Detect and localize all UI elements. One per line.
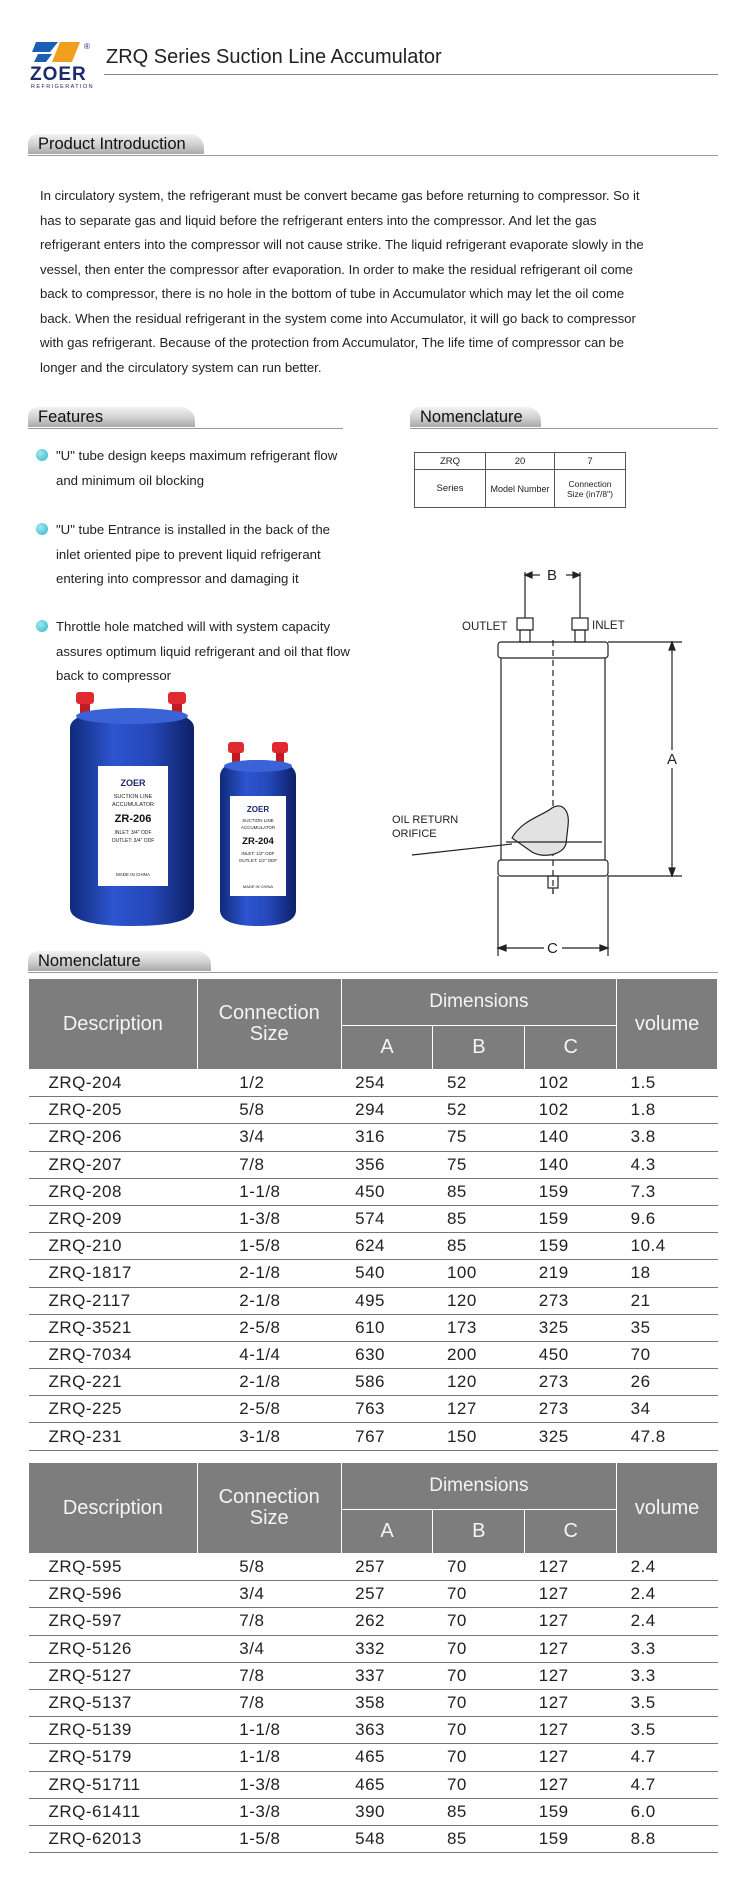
section-title: Product Introduction: [28, 134, 204, 154]
feature-line: "U" tube design keeps maximum refrigerant flow: [56, 448, 338, 463]
cell-dim-b: 150: [433, 1423, 525, 1450]
section-title: Nomenclature: [410, 407, 541, 427]
cell-volume: 4.7: [617, 1771, 718, 1798]
intro-paragraph: [40, 184, 720, 380]
feature-item: [36, 518, 406, 594]
spec-table-1: [28, 978, 718, 1451]
cell-dim-b: 70: [433, 1554, 525, 1581]
cell-dim-a: 390: [341, 1798, 433, 1825]
cell-description: ZRQ-207: [29, 1151, 198, 1178]
cell-volume: 2.4: [617, 1581, 718, 1608]
header-connection-line: Connection: [218, 1486, 320, 1508]
feature-line: entering into compressor and damaging it: [56, 571, 299, 586]
cell-volume: 35: [617, 1314, 718, 1341]
cell-dim-a: 337: [341, 1662, 433, 1689]
cell-description: ZRQ-206: [29, 1124, 198, 1151]
photo-small-made: MADE IN CHINA: [242, 884, 274, 889]
cell-dim-b: 173: [433, 1314, 525, 1341]
section-divider: [28, 972, 718, 973]
cell-dim-a: 332: [341, 1635, 433, 1662]
photo-small-line2: ACCUMULATOR: [240, 825, 276, 830]
code-size-label-line: Connection: [568, 478, 612, 489]
cell-dim-c: 127: [525, 1662, 617, 1689]
table-row: [29, 1798, 718, 1825]
accumulator-diagram: [392, 558, 722, 958]
feature-line: back to compressor: [56, 668, 172, 683]
cell-dim-b: 85: [433, 1178, 525, 1205]
cell-description: ZRQ-204: [29, 1070, 198, 1097]
logo-tagline: REFRIGERATION: [31, 84, 95, 90]
cell-dim-c: 273: [525, 1287, 617, 1314]
table-row: [29, 1124, 718, 1151]
cell-connection-size: 2-1/8: [197, 1287, 341, 1314]
photo-small-model: ZR-204: [242, 836, 274, 847]
cell-dim-c: 127: [525, 1581, 617, 1608]
code-series: ZRQ: [415, 453, 486, 470]
cell-connection-size: 1/2: [197, 1070, 341, 1097]
code-series-label: Series: [415, 470, 486, 508]
oil-return-label: OIL RETURN: [392, 814, 459, 826]
cell-description: ZRQ-62013: [29, 1825, 198, 1852]
cell-connection-size: 1-1/8: [197, 1178, 341, 1205]
header-divider: [104, 74, 718, 75]
code-size: 7: [555, 453, 626, 470]
cell-dim-a: 574: [341, 1205, 433, 1232]
section-title: Nomenclature: [28, 951, 211, 971]
intro-line: vessel, then enter the compressor after evaporation. In order to make the residual refrigerant oil come: [40, 261, 634, 277]
table-row: [29, 1341, 718, 1368]
cell-volume: 3.3: [617, 1662, 718, 1689]
cell-volume: 3.3: [617, 1635, 718, 1662]
logo-mark-icon: [32, 40, 82, 66]
cell-dim-a: 316: [341, 1124, 433, 1151]
cell-dim-c: 140: [525, 1151, 617, 1178]
cell-description: ZRQ-210: [29, 1233, 198, 1260]
cell-connection-size: 3-1/8: [197, 1423, 341, 1450]
photo-big-inlet: INLET: 3/4" ODF: [114, 830, 152, 836]
table-row: [29, 1423, 718, 1450]
section-divider: [28, 155, 718, 156]
cell-dim-a: 257: [341, 1554, 433, 1581]
table-row: [29, 1608, 718, 1635]
cell-connection-size: 2-1/8: [197, 1260, 341, 1287]
cell-volume: 10.4: [617, 1233, 718, 1260]
feature-line: Throttle hole matched will with system capacity: [56, 619, 331, 634]
cell-dim-c: 159: [525, 1825, 617, 1852]
cell-description: ZRQ-209: [29, 1205, 198, 1232]
dim-b-label: B: [547, 567, 558, 584]
cell-dim-a: 262: [341, 1608, 433, 1635]
header-connection-size: [197, 979, 341, 1070]
cell-dim-a: 767: [341, 1423, 433, 1450]
table-row: [29, 1825, 718, 1852]
cell-dim-a: 610: [341, 1314, 433, 1341]
cell-dim-b: 52: [433, 1070, 525, 1097]
header-dimensions: Dimensions: [341, 979, 616, 1026]
cell-description: ZRQ-596: [29, 1581, 198, 1608]
cell-volume: 47.8: [617, 1423, 718, 1450]
cell-connection-size: 2-5/8: [197, 1314, 341, 1341]
cell-dim-a: 763: [341, 1396, 433, 1423]
feature-text: [56, 518, 406, 592]
cell-connection-size: 1-3/8: [197, 1798, 341, 1825]
header-connection-line: Connection: [218, 1002, 320, 1024]
bullet-icon: [36, 523, 48, 535]
cell-description: ZRQ-3521: [29, 1314, 198, 1341]
photo-small-line1: SUCTION LINE: [242, 818, 274, 823]
code-model: 20: [486, 453, 555, 470]
cell-volume: 3.5: [617, 1689, 718, 1716]
cell-dim-c: 159: [525, 1205, 617, 1232]
cell-connection-size: 7/8: [197, 1662, 341, 1689]
cell-dim-a: 495: [341, 1287, 433, 1314]
cell-connection-size: 4-1/4: [197, 1341, 341, 1368]
outlet-label: OUTLET: [462, 621, 508, 633]
feature-text: [56, 615, 406, 689]
cell-connection-size: 3/4: [197, 1124, 341, 1151]
cell-dim-c: 127: [525, 1635, 617, 1662]
cell-dim-c: 102: [525, 1097, 617, 1124]
section-divider: [410, 428, 718, 429]
intro-line: back. When the residual refrigerant in the system come into Accumulator, it will go back to compressor: [40, 310, 636, 326]
cell-volume: 70: [617, 1341, 718, 1368]
table-row: [29, 1581, 718, 1608]
registered-mark: ®: [84, 42, 90, 51]
cell-dim-c: 325: [525, 1314, 617, 1341]
cell-dim-a: 465: [341, 1744, 433, 1771]
spec-table-1-body: [29, 1070, 718, 1451]
cell-connection-size: 1-3/8: [197, 1771, 341, 1798]
bullet-icon: [36, 449, 48, 461]
cell-description: ZRQ-597: [29, 1608, 198, 1635]
cell-description: ZRQ-7034: [29, 1341, 198, 1368]
header-volume: volume: [617, 1463, 718, 1554]
cell-connection-size: 1-1/8: [197, 1744, 341, 1771]
cell-dim-a: 358: [341, 1689, 433, 1716]
cell-dim-c: 450: [525, 1341, 617, 1368]
header-c: C: [525, 1510, 617, 1554]
cell-dim-b: 127: [433, 1396, 525, 1423]
table-row: [29, 1178, 718, 1205]
cell-dim-b: 70: [433, 1608, 525, 1635]
table-row: [29, 1771, 718, 1798]
cell-dim-b: 200: [433, 1341, 525, 1368]
dim-c-label: C: [547, 940, 558, 957]
table-row: [29, 1260, 718, 1287]
cell-volume: 8.8: [617, 1825, 718, 1852]
cell-volume: 3.8: [617, 1124, 718, 1151]
table-row: [29, 1287, 718, 1314]
cell-dim-b: 85: [433, 1825, 525, 1852]
bullet-icon: [36, 620, 48, 632]
cell-dim-a: 624: [341, 1233, 433, 1260]
cell-dim-b: 100: [433, 1260, 525, 1287]
cell-dim-a: 540: [341, 1260, 433, 1287]
cell-description: ZRQ-5137: [29, 1689, 198, 1716]
cell-connection-size: 2-5/8: [197, 1396, 341, 1423]
cell-connection-size: 7/8: [197, 1689, 341, 1716]
cell-description: ZRQ-595: [29, 1554, 198, 1581]
cell-volume: 1.8: [617, 1097, 718, 1124]
code-size-label: [555, 470, 626, 508]
table-row: [29, 1205, 718, 1232]
cell-dim-b: 70: [433, 1635, 525, 1662]
photo-small-inlet: INLET: 1/2" ODF: [241, 851, 275, 856]
product-photo: [62, 686, 332, 936]
cell-volume: 2.4: [617, 1554, 718, 1581]
header-a: A: [341, 1026, 433, 1070]
cell-dim-c: 127: [525, 1771, 617, 1798]
cell-dim-b: 70: [433, 1662, 525, 1689]
table-row: [29, 1369, 718, 1396]
table-row: [29, 1744, 718, 1771]
cell-connection-size: 7/8: [197, 1151, 341, 1178]
cell-dim-c: 273: [525, 1369, 617, 1396]
cell-volume: 6.0: [617, 1798, 718, 1825]
nomenclature-code-table: [414, 452, 626, 508]
cell-dim-a: 363: [341, 1717, 433, 1744]
cell-dim-c: 127: [525, 1689, 617, 1716]
cell-dim-a: 356: [341, 1151, 433, 1178]
header-b: B: [433, 1026, 525, 1070]
header-description: Description: [29, 979, 198, 1070]
cell-dim-c: 159: [525, 1178, 617, 1205]
cell-dim-c: 127: [525, 1608, 617, 1635]
feature-text: [56, 444, 406, 493]
cell-description: ZRQ-2117: [29, 1287, 198, 1314]
photo-big-brand: ZOER: [120, 778, 146, 788]
code-size-label-line: Size (in7/8"): [566, 488, 613, 499]
cell-description: ZRQ-205: [29, 1097, 198, 1124]
cell-connection-size: 7/8: [197, 1608, 341, 1635]
cell-dim-c: 127: [525, 1554, 617, 1581]
cell-dim-b: 70: [433, 1771, 525, 1798]
cell-dim-a: 294: [341, 1097, 433, 1124]
page-header: [28, 40, 718, 92]
table-row: [29, 1717, 718, 1744]
page-title: ZRQ Series Suction Line Accumulator: [106, 46, 442, 68]
photo-big-outlet: OUTLET: 3/4" ODF: [111, 838, 155, 844]
intro-line: In circulatory system, the refrigerant must be convert became gas before returning to compressor. So it: [40, 188, 640, 203]
cell-description: ZRQ-208: [29, 1178, 198, 1205]
cell-dim-c: 159: [525, 1798, 617, 1825]
cell-volume: 4.3: [617, 1151, 718, 1178]
cell-connection-size: 1-1/8: [197, 1717, 341, 1744]
spec-table-2-body: [29, 1554, 718, 1853]
cell-volume: 2.4: [617, 1608, 718, 1635]
cell-description: ZRQ-51711: [29, 1771, 198, 1798]
cell-dim-c: 159: [525, 1233, 617, 1260]
header-connection-size: [197, 1463, 341, 1554]
cell-description: ZRQ-5179: [29, 1744, 198, 1771]
cell-dim-c: 273: [525, 1396, 617, 1423]
table-row: [29, 1151, 718, 1178]
table-row: [29, 1070, 718, 1097]
spec-table-2: [28, 1462, 718, 1853]
table-row: [29, 1233, 718, 1260]
cell-connection-size: 3/4: [197, 1635, 341, 1662]
cell-description: ZRQ-231: [29, 1423, 198, 1450]
header-volume: volume: [617, 979, 718, 1070]
table-row: [29, 1396, 718, 1423]
cell-volume: 26: [617, 1369, 718, 1396]
cell-dim-b: 75: [433, 1151, 525, 1178]
cell-dim-c: 102: [525, 1070, 617, 1097]
section-divider: [28, 428, 343, 429]
table-row: [29, 1554, 718, 1581]
cell-description: ZRQ-225: [29, 1396, 198, 1423]
feature-line: "U" tube Entrance is installed in the back of the: [56, 522, 331, 537]
cell-dim-b: 120: [433, 1369, 525, 1396]
cell-volume: 7.3: [617, 1178, 718, 1205]
table-row: [29, 1662, 718, 1689]
photo-big-line2: ACCUMULATOR: [112, 802, 154, 808]
feature-line: and minimum oil blocking: [56, 472, 205, 488]
cell-dim-a: 586: [341, 1369, 433, 1396]
cell-description: ZRQ-61411: [29, 1798, 198, 1825]
cell-volume: 34: [617, 1396, 718, 1423]
intro-line: with gas refrigerant. Because of the protection from Accumulator, The life time of compressor can be: [40, 335, 624, 350]
header-size-line: Size: [249, 1507, 289, 1529]
intro-line: refrigerant enters into the compressor will not cause strike. The liquid refrigerant evaporate slowly in the: [40, 237, 644, 252]
cell-dim-b: 52: [433, 1097, 525, 1124]
cell-description: ZRQ-5139: [29, 1717, 198, 1744]
cell-connection-size: 5/8: [197, 1097, 341, 1124]
table-row: [29, 1314, 718, 1341]
cell-dim-b: 85: [433, 1205, 525, 1232]
cell-dim-a: 548: [341, 1825, 433, 1852]
cell-dim-c: 127: [525, 1717, 617, 1744]
table-row: [29, 1097, 718, 1124]
cell-dim-c: 219: [525, 1260, 617, 1287]
logo-text: ZOER: [30, 64, 87, 85]
cell-volume: 3.5: [617, 1717, 718, 1744]
header-b: B: [433, 1510, 525, 1554]
cell-dim-a: 450: [341, 1178, 433, 1205]
photo-big-line1: SUCTION LINE: [113, 794, 153, 800]
intro-line: longer and the circulatory system can run better.: [40, 359, 322, 375]
photo-big-made: MADE IN CHINA: [115, 872, 151, 877]
cell-dim-b: 85: [433, 1233, 525, 1260]
cell-dim-a: 254: [341, 1070, 433, 1097]
cell-description: ZRQ-1817: [29, 1260, 198, 1287]
cell-volume: 9.6: [617, 1205, 718, 1232]
feature-item: [36, 615, 406, 691]
cell-dim-b: 70: [433, 1717, 525, 1744]
header-size-line: Size: [249, 1023, 289, 1045]
code-model-label: Model Number: [486, 470, 555, 508]
cell-dim-b: 70: [433, 1744, 525, 1771]
cell-dim-c: 127: [525, 1744, 617, 1771]
zoer-logo: [28, 40, 95, 92]
cell-volume: 4.7: [617, 1744, 718, 1771]
cell-dim-b: 75: [433, 1124, 525, 1151]
cell-connection-size: 1-5/8: [197, 1233, 341, 1260]
cell-description: ZRQ-5127: [29, 1662, 198, 1689]
cell-connection-size: 1-3/8: [197, 1205, 341, 1232]
feature-item: [36, 444, 406, 496]
header-a: A: [341, 1510, 433, 1554]
orifice-label: ORIFICE: [392, 828, 437, 840]
photo-small-brand: ZOER: [246, 805, 270, 814]
feature-line: inlet oriented pipe to prevent liquid refrigerant: [56, 546, 321, 562]
feature-line: assures optimum liquid refrigerant and oil that flow: [56, 643, 350, 659]
header-c: C: [525, 1026, 617, 1070]
cell-dim-c: 325: [525, 1423, 617, 1450]
intro-line: back to compressor, there is no hole in the bottom of tube in Accumulator which may let the oil come: [40, 286, 625, 301]
cell-dim-c: 140: [525, 1124, 617, 1151]
cell-connection-size: 5/8: [197, 1554, 341, 1581]
cell-connection-size: 2-1/8: [197, 1369, 341, 1396]
photo-big-model: ZR-206: [114, 813, 152, 825]
cell-dim-b: 70: [433, 1581, 525, 1608]
cell-volume: 18: [617, 1260, 718, 1287]
cell-connection-size: 1-5/8: [197, 1825, 341, 1852]
cell-description: ZRQ-221: [29, 1369, 198, 1396]
intro-line: has to separate gas and liquid before the refrigerant enters into the compressor. And let the gas: [40, 212, 597, 228]
cell-connection-size: 3/4: [197, 1581, 341, 1608]
section-title: Features: [28, 407, 195, 427]
dim-a-label: A: [667, 751, 678, 768]
cell-dim-a: 465: [341, 1771, 433, 1798]
table-row: [29, 1635, 718, 1662]
cell-dim-b: 85: [433, 1798, 525, 1825]
cell-volume: 1.5: [617, 1070, 718, 1097]
cell-dim-b: 70: [433, 1689, 525, 1716]
table-row: [29, 1689, 718, 1716]
cell-volume: 21: [617, 1287, 718, 1314]
header-description: Description: [29, 1463, 198, 1554]
photo-small-outlet: OUTLET: 1/2" ODF: [238, 858, 278, 863]
cell-description: ZRQ-5126: [29, 1635, 198, 1662]
inlet-label: INLET: [592, 620, 625, 632]
header-dimensions: Dimensions: [341, 1463, 616, 1510]
cell-dim-a: 630: [341, 1341, 433, 1368]
cell-dim-b: 120: [433, 1287, 525, 1314]
cell-dim-a: 257: [341, 1581, 433, 1608]
